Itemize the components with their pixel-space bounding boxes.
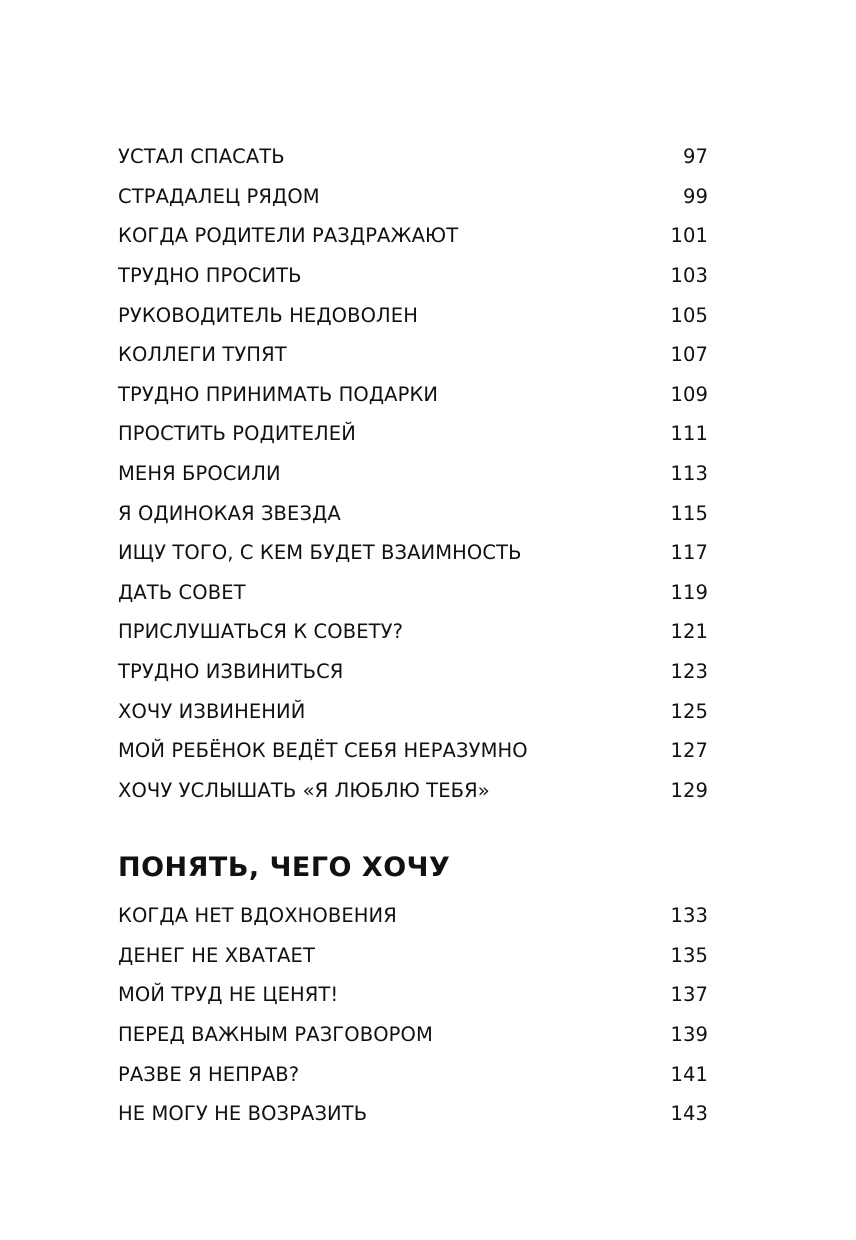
toc-entry-title: МОЙ РЕБЁНОК ВЕДЁТ СЕБЯ НЕРАЗУМНО — [118, 739, 528, 763]
toc-entry-page: 97 — [682, 145, 708, 169]
toc-entry-title: КОГДА РОДИТЕЛИ РАЗДРАЖАЮТ — [118, 224, 459, 248]
toc-entry[interactable] — [118, 1015, 708, 1055]
toc-entry[interactable] — [118, 691, 708, 731]
toc-list — [118, 137, 708, 810]
toc-entry-page: 99 — [682, 184, 708, 208]
toc-entry-title: РУКОВОДИТЕЛЬ НЕДОВОЛЕН — [118, 303, 418, 327]
toc-entry[interactable] — [118, 414, 708, 454]
toc-entry-title: ПЕРЕД ВАЖНЫМ РАЗГОВОРОМ — [118, 1023, 433, 1047]
toc-entry-title: УСТАЛ СПАСАТЬ — [118, 145, 285, 169]
toc-entry[interactable] — [118, 216, 708, 256]
toc-entry-page: 117 — [670, 541, 708, 565]
toc-entry-title: МОЙ ТРУД НЕ ЦЕНЯТ! — [118, 983, 339, 1007]
toc-entry-title: Я ОДИНОКАЯ ЗВЕЗДА — [118, 501, 341, 525]
toc-entry[interactable] — [118, 612, 708, 652]
toc-entry[interactable] — [118, 731, 708, 771]
toc-entry[interactable] — [118, 454, 708, 494]
toc-entry-page: 109 — [670, 382, 708, 406]
toc-entry-page: 101 — [670, 224, 708, 248]
toc-entry-title: ИЩУ ТОГО, С КЕМ БУДЕТ ВЗАИМНОСТЬ — [118, 541, 522, 565]
toc-entry-page: 105 — [670, 303, 708, 327]
toc-entry-page: 127 — [670, 739, 708, 763]
toc-entry[interactable] — [118, 493, 708, 533]
toc-entry[interactable] — [118, 335, 708, 375]
toc-entry[interactable] — [118, 771, 708, 811]
toc-entry-title: ДЕНЕГ НЕ ХВАТАЕТ — [118, 943, 315, 967]
toc-entry-title: ТРУДНО ПРОСИТЬ — [118, 264, 302, 288]
toc-entry-page: 111 — [670, 422, 708, 446]
toc-entry-page: 137 — [670, 983, 708, 1007]
toc-entry-page: 143 — [670, 1102, 708, 1126]
toc-entry[interactable] — [118, 177, 708, 217]
toc-entry-title: ТРУДНО ИЗВИНИТЬСЯ — [118, 660, 344, 684]
toc-entry-page: 135 — [670, 943, 708, 967]
toc-entry-title: РАЗВЕ Я НЕПРАВ? — [118, 1062, 300, 1086]
toc-entry[interactable] — [118, 573, 708, 613]
toc-entry-page: 123 — [670, 660, 708, 684]
toc-entry-page: 103 — [670, 264, 708, 288]
toc-entry-title: ХОЧУ УСЛЫШАТЬ «Я ЛЮБЛЮ ТЕБЯ» — [118, 778, 490, 802]
toc-entry[interactable] — [118, 896, 708, 936]
toc-entry-page: 113 — [670, 462, 708, 486]
toc-entry-title: ПРОСТИТЬ РОДИТЕЛЕЙ — [118, 422, 356, 446]
toc-entry-page: 139 — [670, 1023, 708, 1047]
toc-entry-title: ДАТЬ СОВЕТ — [118, 580, 246, 604]
toc-entry-title: СТРАДАЛЕЦ РЯДОМ — [118, 184, 320, 208]
toc-entry[interactable] — [118, 533, 708, 573]
toc-entry-title: ПРИСЛУШАТЬСЯ К СОВЕТУ? — [118, 620, 404, 644]
toc-entry-page: 107 — [670, 343, 708, 367]
toc-entry[interactable] — [118, 1094, 708, 1134]
section-heading: ПОНЯТЬ, ЧЕГО ХОЧУ — [118, 852, 451, 883]
toc-entry[interactable] — [118, 375, 708, 415]
toc-entry-page: 121 — [670, 620, 708, 644]
toc-entry-title: НЕ МОГУ НЕ ВОЗРАЗИТЬ — [118, 1102, 368, 1126]
toc-entry[interactable] — [118, 256, 708, 296]
toc-entry-page: 115 — [670, 501, 708, 525]
toc-entry-page: 129 — [670, 778, 708, 802]
toc-entry-title: ТРУДНО ПРИНИМАТЬ ПОДАРКИ — [118, 382, 439, 406]
toc-entry-page: 119 — [670, 580, 708, 604]
toc-entry[interactable] — [118, 975, 708, 1015]
toc-entry[interactable] — [118, 137, 708, 177]
toc-entry[interactable] — [118, 1054, 708, 1094]
toc-entry-page: 125 — [670, 699, 708, 723]
toc-entry-title: ХОЧУ ИЗВИНЕНИЙ — [118, 699, 306, 723]
toc-entry[interactable] — [118, 936, 708, 976]
toc-entry-title: КОГДА НЕТ ВДОХНОВЕНИЯ — [118, 904, 397, 928]
toc-entry-title: МЕНЯ БРОСИЛИ — [118, 462, 281, 486]
toc-entry[interactable] — [118, 652, 708, 692]
toc-entry[interactable] — [118, 295, 708, 335]
toc-entry-page: 141 — [670, 1062, 708, 1086]
toc-entry-title: КОЛЛЕГИ ТУПЯТ — [118, 343, 287, 367]
toc-list-section — [118, 896, 708, 1134]
toc-entry-page: 133 — [670, 904, 708, 928]
